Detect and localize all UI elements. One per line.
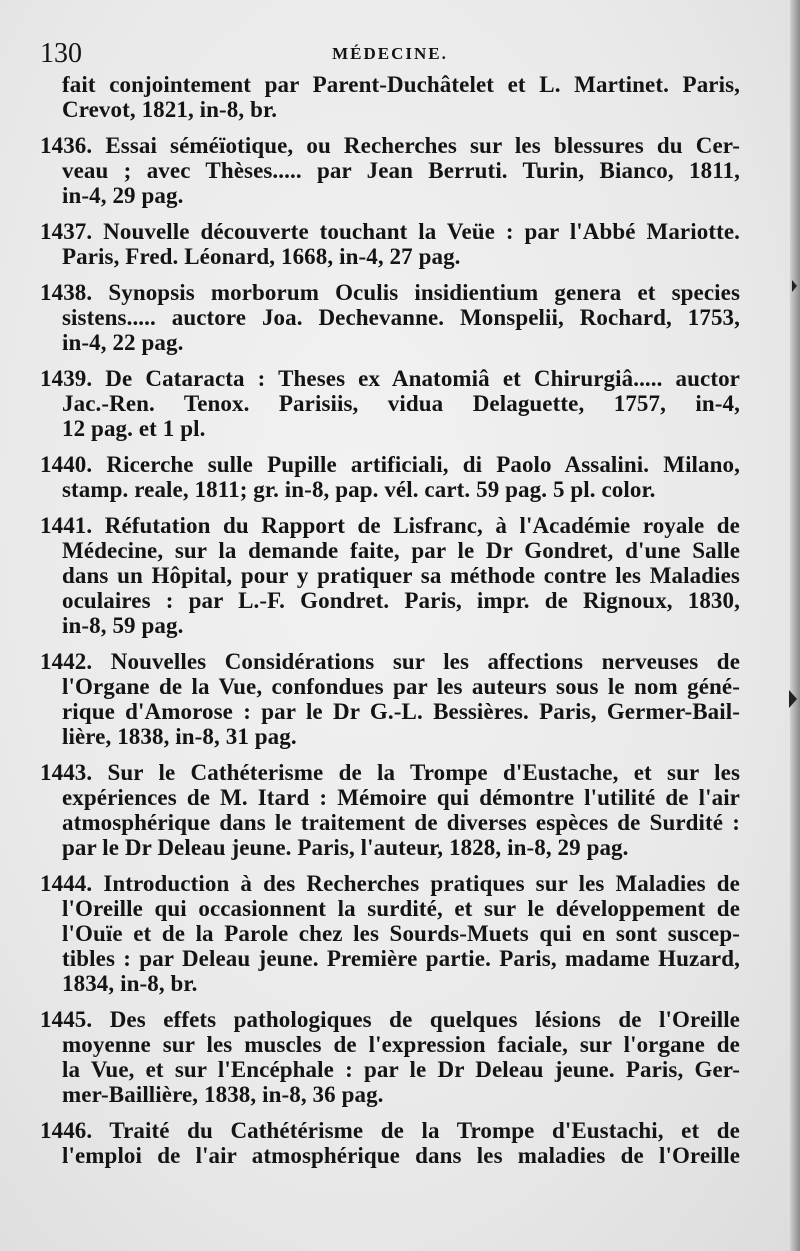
page-edge-shadow — [790, 0, 800, 1251]
text-line: Jac.-Ren. Tenox. Parisiis, vidua Delaguette, 1757, in-4, — [62, 391, 740, 416]
text-line: 1441. Réfutation du Rapport de Lisfranc, à l'Académie royale de — [40, 513, 740, 538]
text-line: 1440. Ricerche sulle Pupille artificiali, di Paolo Assalini. Milano, — [40, 452, 740, 477]
text-line: tibles : par Deleau jeune. Première partie. Paris, madame Huzard, — [62, 946, 740, 971]
text-line: in-8, 59 pag. — [62, 613, 184, 638]
text-line: moyenne sur les muscles de l'expression faciale, sur l'organe de — [62, 1032, 740, 1057]
text-line: 12 pag. et 1 pl. — [62, 416, 206, 441]
text-line: 1443. Sur le Cathéterisme de la Trompe d'Eustache, et sur les — [40, 760, 740, 785]
bibliography-entry — [40, 760, 740, 860]
text-line: 1834, in-8, br. — [62, 971, 198, 996]
text-line: 1436. Essai séméïotique, ou Recherches sur les blessures du Cer- — [40, 133, 740, 158]
bibliography-entry — [40, 649, 740, 749]
bibliography-entry — [40, 1007, 740, 1107]
text-line: in-4, 29 pag. — [62, 183, 184, 208]
bibliography-entry — [40, 72, 740, 122]
text-line: 1446. Traité du Cathétérisme de la Trompe d'Eustachi, et de — [40, 1118, 740, 1143]
text-line: 1437. Nouvelle découverte touchant la Veüe : par l'Abbé Mariotte. — [40, 219, 740, 244]
text-line: stamp. reale, 1811; gr. in-8, pap. vél. cart. 59 pag. 5 pl. color. — [62, 477, 656, 502]
text-line: in-4, 22 pag. — [62, 330, 184, 355]
text-line: 1444. Introduction à des Recherches pratiques sur les Maladies de — [40, 871, 740, 896]
text-line: Crevot, 1821, in-8, br. — [62, 97, 278, 122]
text-line: mer-Baillière, 1838, in-8, 36 pag. — [62, 1082, 384, 1107]
text-line: l'emploi de l'air atmosphérique dans les maladies de l'Oreille — [62, 1143, 740, 1168]
margin-mark — [789, 690, 797, 708]
text-line: la Vue, et sur l'Encéphale : par le Dr Deleau jeune. Paris, Ger- — [62, 1057, 740, 1082]
page-header — [40, 36, 740, 72]
text-line: l'Oreille qui occasionnent la surdité, et sur le développement de — [62, 896, 740, 921]
text-line: fait conjointement par Parent-Duchâtelet et L. Martinet. Paris, — [62, 72, 740, 97]
text-line: veau ; avec Thèses..... par Jean Berruti. Turin, Bianco, 1811, — [62, 158, 740, 183]
bibliography-entry — [40, 366, 740, 441]
bibliography-entry — [40, 452, 740, 502]
text-line: Médecine, sur la demande faite, par le Dr Gondret, d'une Salle — [62, 538, 740, 563]
text-line: l'Organe de la Vue, confondues par les auteurs sous le nom géné- — [62, 674, 740, 699]
bibliography-entry — [40, 219, 740, 269]
text-line: dans un Hôpital, pour y pratiquer sa méthode contre les Maladies — [62, 563, 740, 588]
text-line: 1445. Des effets pathologiques de quelques lésions de l'Oreille — [40, 1007, 740, 1032]
text-line: expériences de M. Itard : Mémoire qui démontre l'utilité de l'air — [62, 785, 740, 810]
bibliography-text — [40, 72, 740, 1179]
text-line: rique d'Amorose : par le Dr G.-L. Bessières. Paris, Germer-Bail- — [62, 699, 740, 724]
text-line: sistens..... auctore Joa. Dechevanne. Monspelii, Rochard, 1753, — [62, 305, 740, 330]
text-line: lière, 1838, in-8, 31 pag. — [62, 724, 297, 749]
text-line: par le Dr Deleau jeune. Paris, l'auteur, 1828, in-8, 29 pag. — [62, 835, 629, 860]
bibliography-entry — [40, 871, 740, 996]
text-line: Paris, Fred. Léonard, 1668, in-4, 27 pag. — [62, 244, 461, 269]
page-number: 130 — [40, 38, 82, 69]
bibliography-entry — [40, 133, 740, 208]
bibliography-entry — [40, 513, 740, 638]
margin-mark — [792, 280, 797, 292]
running-head: MÉDECINE. — [332, 44, 448, 63]
text-line: 1438. Synopsis morborum Oculis insidientium genera et species — [40, 280, 740, 305]
text-line: oculaires : par L.-F. Gondret. Paris, impr. de Rignoux, 1830, — [62, 588, 740, 613]
text-line: l'Ouïe et de la Parole chez les Sourds-Muets qui en sont suscep- — [62, 921, 740, 946]
text-line: atmosphérique dans le traitement de diverses espèces de Surdité : — [62, 810, 740, 835]
bibliography-entry — [40, 1118, 740, 1168]
text-line: 1439. De Cataracta : Theses ex Anatomiâ et Chirurgiâ..... auctor — [40, 366, 740, 391]
text-line: 1442. Nouvelles Considérations sur les affections nerveuses de — [40, 649, 740, 674]
bibliography-entry — [40, 280, 740, 355]
